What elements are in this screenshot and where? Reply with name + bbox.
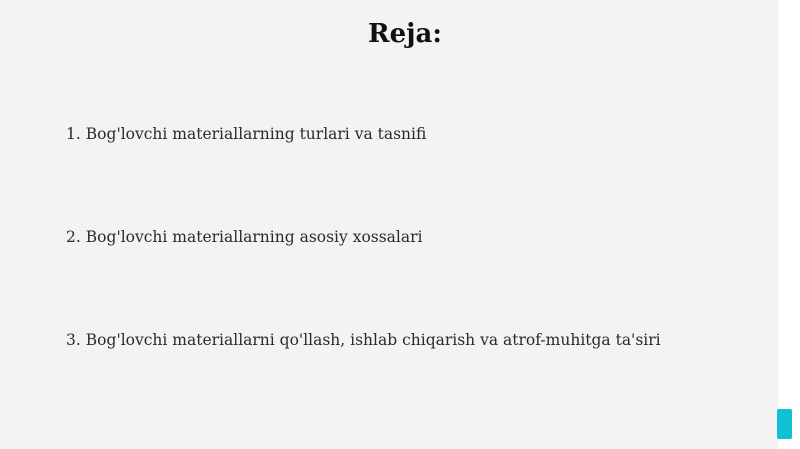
scrollbar-thumb[interactable] xyxy=(777,409,792,439)
plan-item-text: Bog'lovchi materiallarni qo'llash, ishlab chiqarish va atrof-muhitga ta'siri xyxy=(85,331,661,349)
plan-item-text: Bog'lovchi materiallarning asosiy xossalari xyxy=(85,228,423,246)
plan-item-number: 3. xyxy=(66,331,81,349)
plan-item-text: Bog'lovchi materiallarning turlari va tasnifi xyxy=(85,125,427,143)
plan-item-2 xyxy=(66,228,423,246)
plan-item-number: 1. xyxy=(66,125,81,143)
plan-item-3 xyxy=(66,331,661,349)
scrollbar-track[interactable] xyxy=(777,0,800,449)
slide-title: Reja: xyxy=(367,19,442,49)
plan-item-1 xyxy=(66,125,426,143)
plan-item-number: 2. xyxy=(66,228,81,246)
